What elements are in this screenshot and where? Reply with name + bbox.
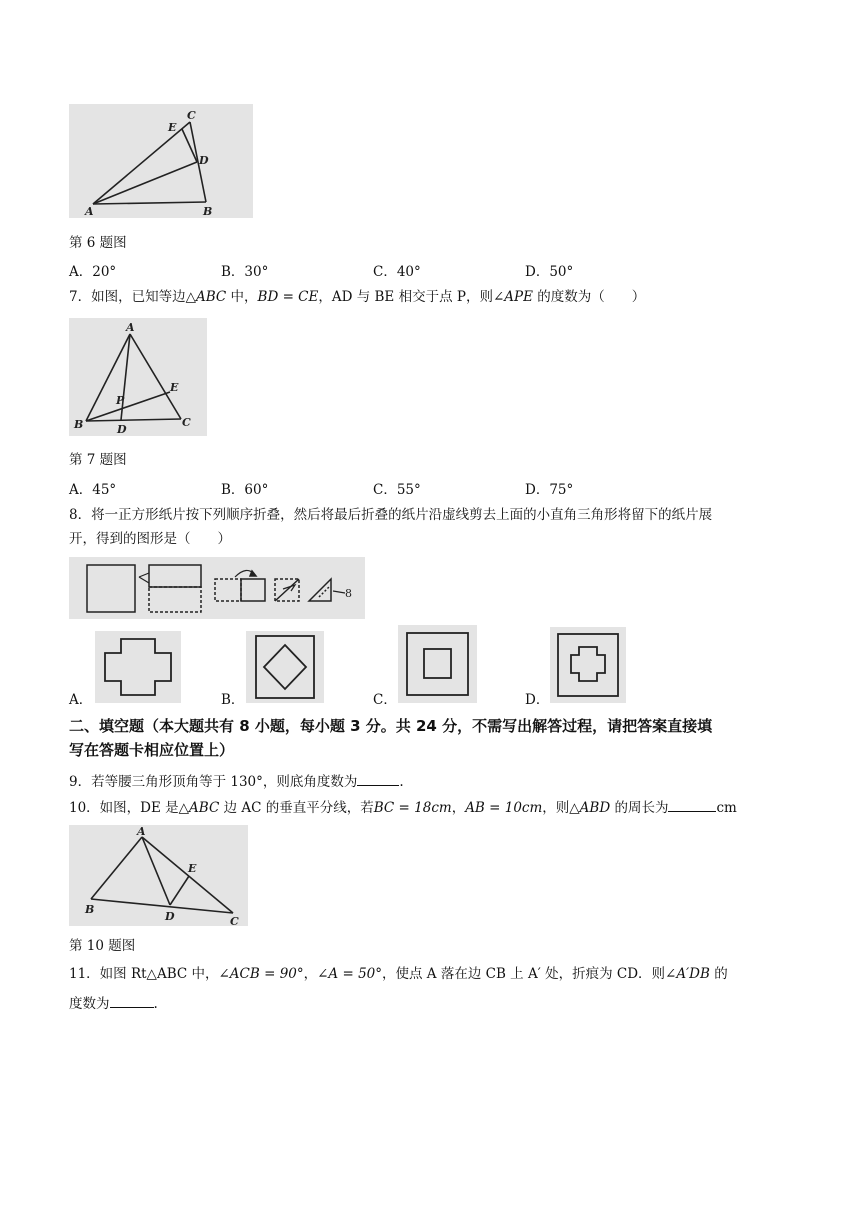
q11-stem-line2: 度数为 .: [69, 996, 158, 1012]
q8-option-a[interactable]: A．: [69, 692, 93, 708]
q7-option-d[interactable]: D．75°: [525, 482, 574, 498]
q9-answer-blank[interactable]: [357, 773, 399, 786]
q10-figure: [69, 825, 248, 926]
q10-caption: 第 10 题图: [69, 938, 136, 954]
q11-stem-line1: 11．如图 Rt△ABC 中，∠ACB = 90°，∠A = 50°，使点 A 落在边 CB 上 A′ 处，折痕为 CD．则∠A′DB 的: [69, 966, 728, 982]
q7-figure: [69, 318, 207, 436]
q6-caption: 第 6 题图: [69, 235, 127, 251]
q10-label-d: D: [165, 910, 175, 923]
q10-stem: 10．如图，DE 是△ABC 边 AC 的垂直平分线，若BC = 18cm，AB = 10cm，则△ABD 的周长为 cm: [69, 800, 737, 816]
q8-option-b-figure[interactable]: [246, 631, 324, 703]
q7-label-d: D: [117, 423, 127, 436]
q6-option-b[interactable]: B．30°: [221, 264, 269, 280]
q7-label-p: P: [116, 394, 125, 407]
q6-label-b: B: [203, 205, 213, 218]
svg-text:8: 8: [345, 587, 352, 600]
q6-label-e: E: [168, 121, 177, 134]
section2-heading-line1: 二、填空题（本大题共有 8 小题，每小题 3 分。共 24 分，不需写出解答过程，请把答案直接填: [69, 717, 713, 735]
q7-label-e: E: [170, 381, 179, 394]
q7-label-b: B: [74, 418, 84, 431]
q7-option-a[interactable]: A．45°: [69, 482, 117, 498]
q8-option-d[interactable]: D．: [525, 692, 550, 708]
q8-option-a-figure[interactable]: [95, 631, 181, 703]
q6-option-a[interactable]: A．20°: [69, 264, 117, 280]
q7-stem: 7．如图，已知等边△ABC 中，BD = CE，AD 与 BE 相交于点 P，则∠APE 的度数为（ ）: [69, 289, 646, 305]
q9-stem: 9．若等腰三角形顶角等于 130°，则底角度数为 .: [69, 774, 404, 790]
q10-label-a: A: [137, 825, 146, 838]
q8-option-c[interactable]: C．: [373, 692, 397, 708]
q8-stem-line1: 8．将一正方形纸片按下列顺序折叠，然后将最后折叠的纸片沿虚线剪去上面的小直角三角形将留下的纸片展: [69, 507, 713, 523]
q6-label-d: D: [199, 154, 209, 167]
q6-option-c[interactable]: C．40°: [373, 264, 421, 280]
q10-answer-blank[interactable]: [668, 799, 716, 812]
q8-option-c-figure[interactable]: [398, 625, 477, 703]
section2-heading-line2: 写在答题卡相应位置上）: [69, 741, 235, 759]
q7-label-c: C: [182, 416, 191, 429]
q7-option-c[interactable]: C．55°: [373, 482, 421, 498]
q6-figure: [69, 104, 253, 218]
q7-label-a: A: [126, 321, 135, 334]
q7-caption: 第 7 题图: [69, 452, 127, 468]
q8-stem-line2: 开，得到的图形是（ ）: [69, 531, 231, 547]
q11-answer-blank[interactable]: [110, 995, 154, 1008]
q8-option-d-figure[interactable]: [550, 627, 626, 703]
q10-label-b: B: [85, 903, 95, 916]
q7-option-b[interactable]: B．60°: [221, 482, 269, 498]
q6-label-c: C: [187, 109, 196, 122]
q10-label-e: E: [188, 862, 197, 875]
q8-folding-sequence-figure: [69, 557, 365, 619]
q8-option-b[interactable]: B．: [221, 692, 245, 708]
q10-label-c: C: [230, 915, 239, 926]
q6-option-d[interactable]: D．50°: [525, 264, 574, 280]
q6-label-a: A: [85, 205, 94, 218]
